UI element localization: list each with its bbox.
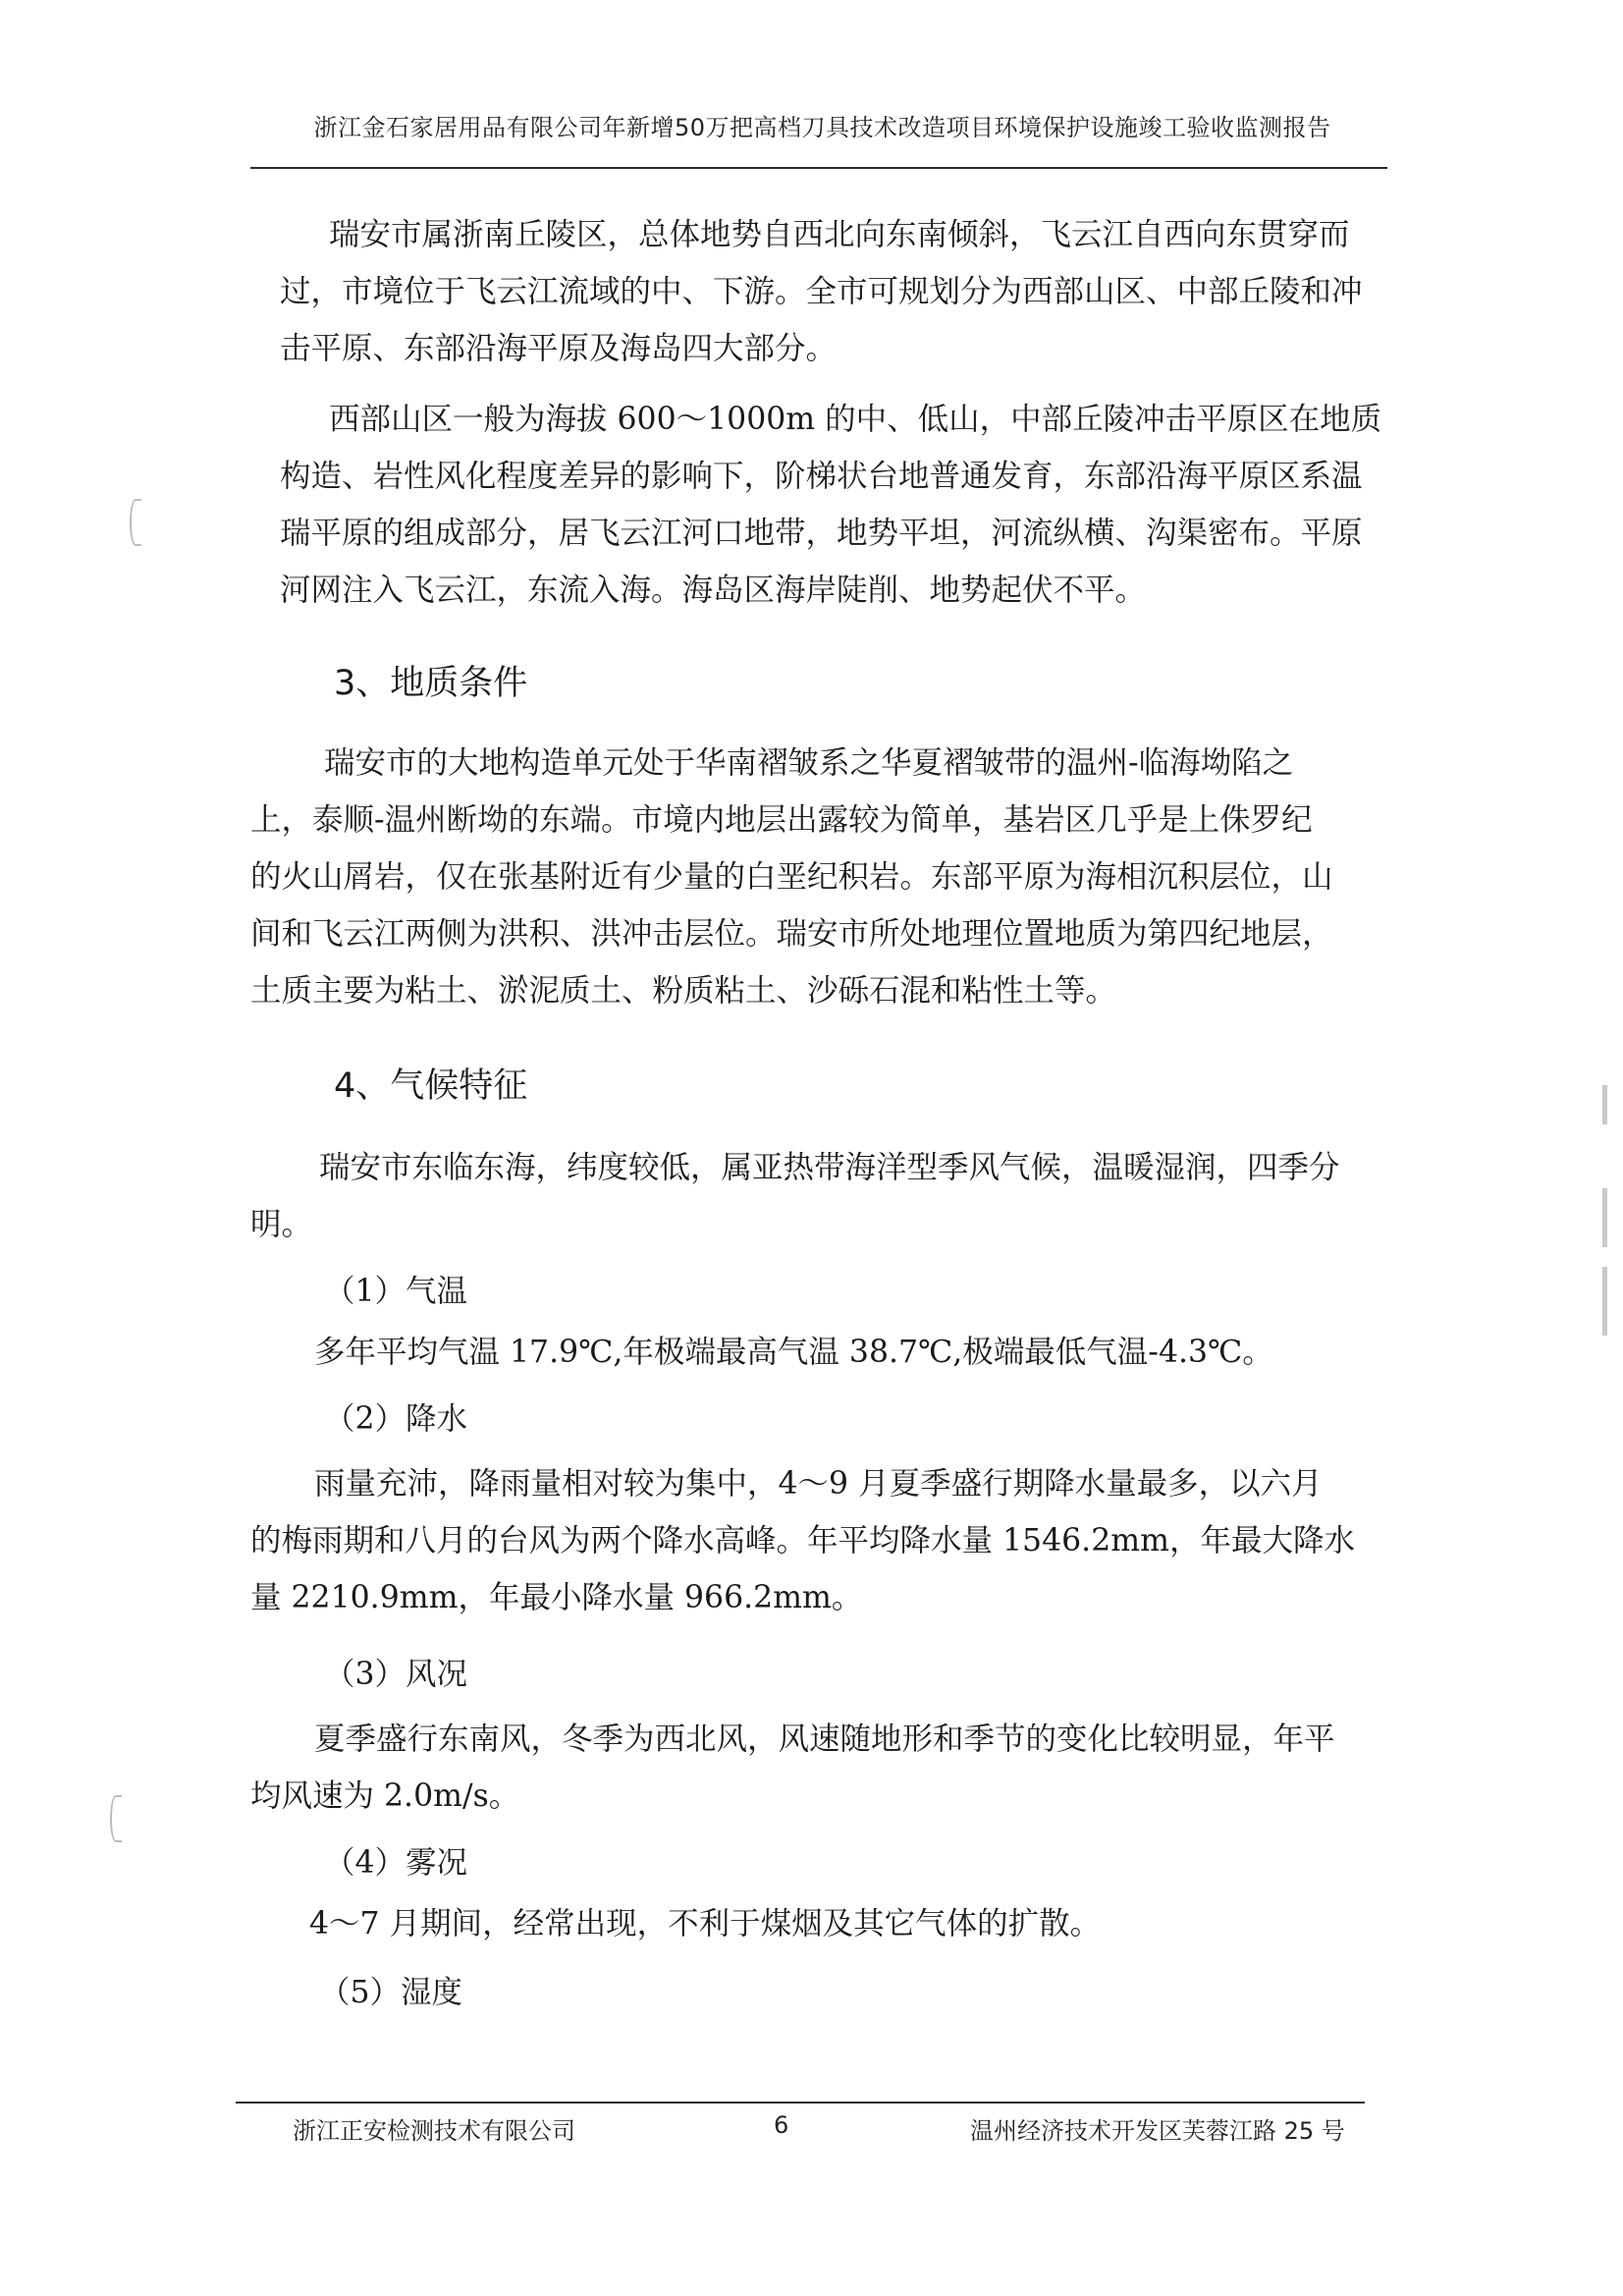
text-line: 的梅雨期和八月的台风为两个降水高峰。年平均降水量 1546.2mm，年最大降水 [250, 1523, 1355, 1558]
paragraph-climate [250, 1139, 1387, 1253]
text-fog: 4～7 月期间，经常出现，不利于煤烟及其它气体的扩散。 [309, 1906, 1102, 1941]
text-line: 瑞安市东临东海，纬度较低，属亚热带海洋型季风气候，温暖湿润，四季分 [319, 1150, 1340, 1185]
paragraph-regions [250, 391, 1387, 619]
text-line: 土质主要为粘土、淤泥质土、粉质粘土、沙砾石混和粘性土等。 [250, 973, 1117, 1009]
subheading-precipitation: （2）降水 [324, 1401, 468, 1437]
text-line: 的火山屑岩，仅在张基附近有少量的白垩纪积岩。东部平原为海相沉积层位，山 [250, 859, 1333, 895]
paragraph-geology [250, 735, 1387, 1019]
punch-mark [130, 499, 141, 546]
report-header-title: 浙江金石家居用品有限公司年新增50万把高档刀具技术改造项目环境保护设施竣工验收监测报告 [313, 114, 1331, 141]
section-heading-geology: 3、地质条件 [334, 664, 528, 703]
edge-scan-artifact [1602, 1188, 1607, 1247]
text-line: 击平原、东部沿海平原及海岛四大部分。 [280, 331, 838, 366]
text-line: 河网注入飞云江，东流入海。海岛区海岸陡削、地势起伏不平。 [280, 573, 1147, 608]
text-temperature: 多年平均气温 17.9℃,年极端最高气温 38.7℃,极端最低气温-4.3℃。 [314, 1335, 1273, 1370]
text-line: 西部山区一般为海拔 600～1000m 的中、低山，中部丘陵冲击平原区在地质 [329, 402, 1382, 437]
paragraph-precipitation [250, 1455, 1387, 1626]
text-line: 瑞平原的组成部分，居飞云江河口地带，地势平坦，河流纵横、沟渠密布。平原 [280, 516, 1363, 551]
section-heading-climate: 4、气候特征 [334, 1066, 528, 1106]
text-line: 夏季盛行东南风，冬季为西北风，风速随地形和季节的变化比较明显，年平 [314, 1722, 1335, 1757]
header-divider [250, 167, 1387, 169]
text-line: 瑞安市属浙南丘陵区，总体地势自西北向东南倾斜，飞云江自西向东贯穿而 [329, 217, 1350, 252]
text-line: 上，泰顺-温州断坳的东端。市境内地层出露较为简单，基岩区几乎是上侏罗纪 [250, 802, 1313, 838]
footer-divider [236, 2102, 1365, 2104]
edge-scan-artifact [1602, 1085, 1607, 1124]
footer-address: 温州经济技术开发区芙蓉江路 25 号 [970, 2117, 1345, 2145]
text-line: 均风速为 2.0m/s。 [250, 1778, 520, 1814]
subheading-wind: （3）风况 [324, 1657, 468, 1692]
subheading-temperature: （1）气温 [324, 1274, 468, 1309]
footer-company: 浙江正安检测技术有限公司 [293, 2117, 575, 2145]
text-line: 过，市境位于飞云江流域的中、下游。全市可规划分为西部山区、中部丘陵和冲 [280, 274, 1363, 309]
page-number: 6 [774, 2111, 789, 2139]
text-line: 雨量充沛，降雨量相对较为集中，4～9 月夏季盛行期降水量最多，以六月 [314, 1466, 1323, 1502]
edge-scan-artifact [1602, 1267, 1607, 1336]
text-line: 瑞安市的大地构造单元处于华南褶皱系之华夏褶皱带的温州-临海坳陷之 [324, 745, 1294, 781]
subheading-humidity: （5）湿度 [319, 1975, 463, 2010]
paragraph-terrain [250, 206, 1387, 377]
text-line: 量 2210.9mm，年最小降水量 966.2mm。 [250, 1580, 863, 1615]
punch-mark [110, 1795, 122, 1842]
subheading-fog: （4）雾况 [324, 1845, 468, 1881]
text-line: 构造、岩性风化程度差异的影响下，阶梯状台地普通发育，东部沿海平原区系温 [280, 459, 1363, 494]
text-line: 间和飞云江两侧为洪积、洪冲击层位。瑞安市所处地理位置地质为第四纪地层， [250, 916, 1333, 952]
paragraph-wind [250, 1711, 1387, 1825]
text-line: 明。 [250, 1207, 313, 1242]
